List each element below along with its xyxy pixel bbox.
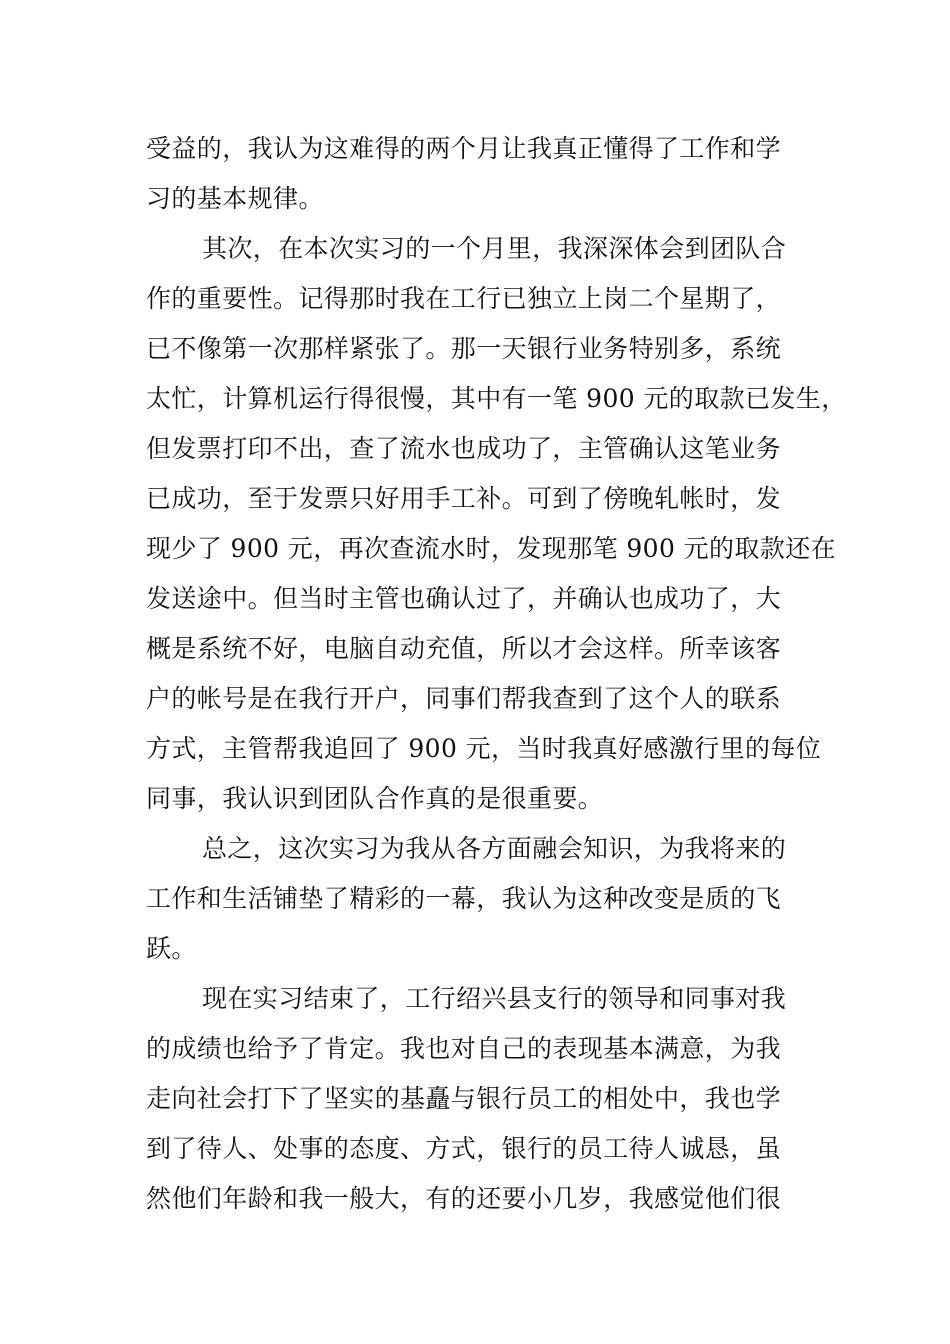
text-line: 已成功，至于发票只好用手工补。可到了傍晚轧帐时，发 — [146, 484, 782, 513]
text-line: 习的基本规律。 — [146, 184, 324, 213]
text-line: 到了待人、处事的态度、方式，银行的员工待人诚恳，虽 — [146, 1134, 782, 1163]
text-line: 已不像第一次那样紧张了。那一天银行业务特别多，系统 — [146, 334, 782, 363]
text-line: 但发票打印不出，查了流水也成功了，主管确认这笔业务 — [146, 434, 782, 463]
text-line: 现少了 900 元，再次查流水时，发现那笔 900 元的取款还在 — [146, 534, 837, 563]
text-line: 同事，我认识到团队合作真的是很重要。 — [146, 784, 604, 813]
text-line: 作的重要性。记得那时我在工行已独立上岗二个星期了， — [146, 284, 782, 313]
paragraph-start-line: 其次，在本次实习的一个月里，我深深体会到团队合 — [202, 234, 787, 263]
text-line: 受益的，我认为这难得的两个月让我真正懂得了工作和学 — [146, 134, 782, 163]
body-text — [146, 124, 847, 1224]
paragraph-start-line: 总之，这次实习为我从各方面融会知识，为我将来的 — [202, 834, 787, 863]
text-line: 发送途中。但当时主管也确认过了，并确认也成功了，大 — [146, 584, 782, 613]
text-line: 走向社会打下了坚实的基矗与银行员工的相处中，我也学 — [146, 1084, 782, 1113]
text-line: 概是系统不好，电脑自动充值，所以才会这样。所幸该客 — [146, 634, 782, 663]
text-line: 方式，主管帮我追回了 900 元，当时我真好感激行里的每位 — [146, 734, 822, 763]
text-line: 户的帐号是在我行开户，同事们帮我查到了这个人的联系 — [146, 684, 782, 713]
text-line: 跃。 — [146, 934, 197, 963]
text-line: 然他们年龄和我一般大，有的还要小几岁，我感觉他们很 — [146, 1184, 782, 1213]
paragraph-start-line: 现在实习结束了，工行绍兴县支行的领导和同事对我 — [202, 984, 787, 1013]
text-line: 太忙，计算机运行得很慢，其中有一笔 900 元的取款已发生， — [146, 384, 847, 413]
text-line: 工作和生活铺垫了精彩的一幕，我认为这种改变是质的飞 — [146, 884, 782, 913]
text-line: 的成绩也给予了肯定。我也对自己的表现基本满意，为我 — [146, 1034, 782, 1063]
